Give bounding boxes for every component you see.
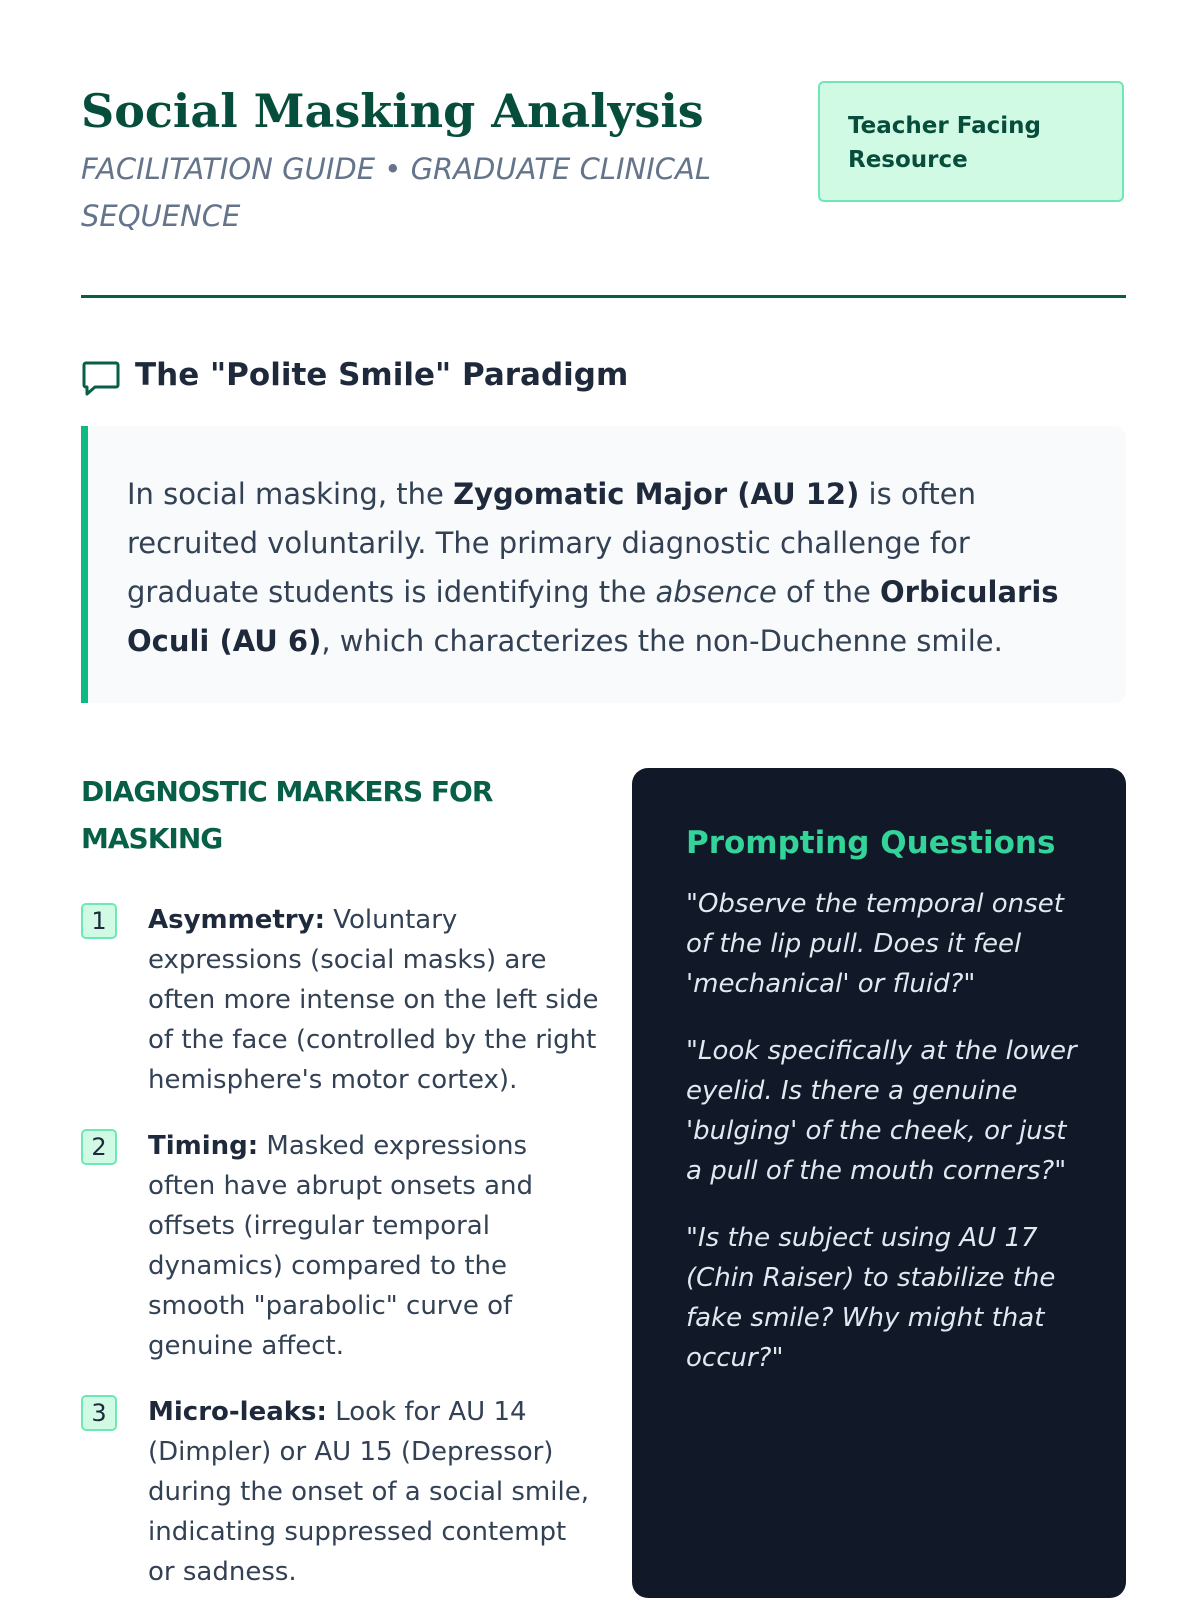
diagnostic-markers [81, 768, 601, 1587]
marker-label: Micro-leaks: [148, 1397, 327, 1427]
prompting-question: "Look specifically at the lower eyelid. Is there a genuine 'bulging' of the cheek, or just a pull of the mouth corners?" [686, 1036, 1077, 1186]
marker-text: Masked expressions often have abrupt onsets and offsets (irregular temporal dynamics) compared to the smooth "parabolic" curve of genuine affect. [148, 1131, 534, 1361]
teacher-facing-badge: Teacher Facing Resource [818, 81, 1124, 202]
callout-term-zygomatic: Zygomatic Major (AU 12) [453, 477, 860, 511]
callout-text: is often recruited voluntarily. The primary diagnostic challenge for graduate students is identifying the [127, 477, 976, 609]
key-concept-callout [81, 426, 1126, 703]
header-divider [81, 295, 1126, 298]
callout-term-orbicularis: Orbicularis Oculi (AU 6) [127, 575, 1059, 658]
prompting-questions-panel [632, 768, 1126, 1598]
callout-text: of the [776, 575, 881, 609]
section-heading [81, 350, 1126, 400]
marker-item-micro-leaks [81, 1392, 601, 1592]
prompting-question: "Observe the temporal onset of the lip pull. Does it feel 'mechanical' or fluid?" [686, 889, 1064, 999]
marker-item-asymmetry [81, 900, 601, 1100]
prompting-question: "Is the subject using AU 17 (Chin Raiser) to stabilize the fake smile? Why might that occur?" [686, 1223, 1056, 1373]
marker-text: Voluntary expressions (social masks) are often more intense on the left side of the face (controlled by the right hemisphere's motor cortex). [148, 905, 599, 1095]
section-title: The "Polite Smile" Paradigm [135, 357, 629, 393]
marker-label: Asymmetry: [148, 905, 325, 935]
callout-text: , which characterizes the non-Duchenne smile. [321, 624, 1003, 658]
page-title: Social Masking Analysis [81, 84, 704, 138]
page-header [81, 78, 1126, 298]
marker-list [81, 900, 601, 1618]
marker-number-badge: 1 [81, 903, 117, 939]
marker-number-badge: 3 [81, 1395, 117, 1431]
panel-title: Prompting Questions [686, 825, 1056, 861]
callout-text: In social masking, the [127, 477, 454, 511]
facilitation-guide-page [81, 0, 1126, 1600]
marker-text: Look for AU 14 (Dimpler) or AU 15 (Depressor) during the onset of a social smile, indicating suppressed contempt or sadness. [148, 1397, 589, 1587]
markers-heading: DIAGNOSTIC MARKERS FOR MASKING [81, 775, 493, 855]
callout-emphasis: absence [655, 575, 777, 609]
marker-label: Timing: [148, 1131, 259, 1161]
page-subtitle: FACILITATION GUIDE • GRADUATE CLINICAL SEQUENCE [81, 152, 712, 233]
chat-bubble-icon [81, 359, 121, 399]
marker-item-timing [81, 1126, 601, 1366]
marker-number-badge: 2 [81, 1129, 117, 1165]
